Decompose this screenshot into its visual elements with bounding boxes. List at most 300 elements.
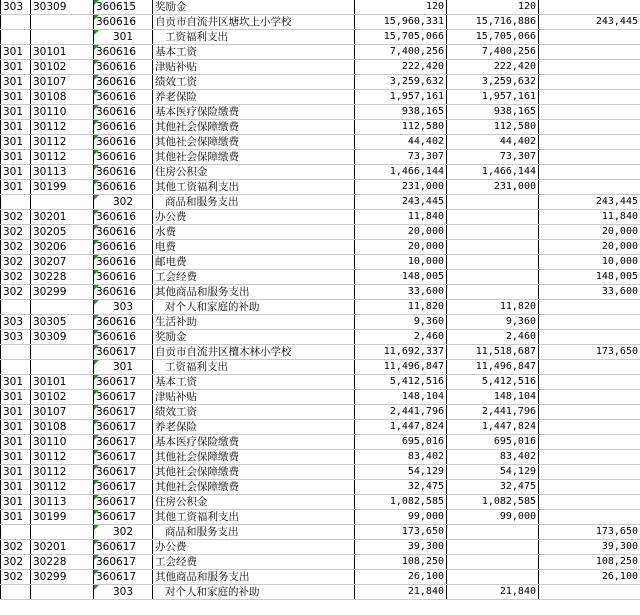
total-amount-cell[interactable]: 231,000 — [355, 180, 447, 195]
unit-code-cell[interactable]: 360616 — [94, 120, 153, 135]
basic-amount-cell[interactable] — [447, 210, 539, 225]
category-code-cell[interactable]: 301 — [1, 375, 31, 390]
item-code-cell[interactable] — [31, 195, 94, 210]
project-amount-cell[interactable] — [539, 300, 640, 315]
description-cell[interactable]: 对个人和家庭的补助 — [153, 300, 355, 315]
item-code-cell[interactable]: 30112 — [31, 135, 94, 150]
category-code-cell[interactable]: 301 — [1, 60, 31, 75]
unit-code-cell[interactable]: 360617 — [94, 540, 153, 555]
description-cell[interactable]: 基本工资 — [153, 45, 355, 60]
project-amount-cell[interactable] — [539, 30, 640, 45]
unit-code-cell[interactable]: 360616 — [94, 180, 153, 195]
total-amount-cell[interactable]: 9,360 — [355, 315, 447, 330]
unit-code-cell[interactable]: 360616 — [94, 135, 153, 150]
item-code-cell[interactable]: 30113 — [31, 165, 94, 180]
item-code-cell[interactable] — [31, 30, 94, 45]
description-cell[interactable]: 工会经费 — [153, 555, 355, 570]
description-cell[interactable]: 工会经费 — [153, 270, 355, 285]
project-amount-cell[interactable]: 173,650 — [539, 525, 640, 540]
description-cell[interactable]: 养老保险 — [153, 420, 355, 435]
basic-amount-cell[interactable]: 120 — [447, 0, 539, 15]
unit-code-cell[interactable]: 360617 — [94, 450, 153, 465]
category-code-cell[interactable]: 302 — [1, 540, 31, 555]
total-amount-cell[interactable]: 11,820 — [355, 300, 447, 315]
project-amount-cell[interactable] — [539, 390, 640, 405]
table-row — [1, 180, 640, 195]
item-code-cell[interactable]: 30108 — [31, 420, 94, 435]
basic-amount-cell[interactable]: 11,820 — [447, 300, 539, 315]
basic-amount-cell[interactable]: 222,420 — [447, 60, 539, 75]
description-cell[interactable]: 自贡市自流井区塘坎上小学校 — [153, 15, 355, 30]
item-code-cell[interactable]: 30101 — [31, 45, 94, 60]
item-code-cell[interactable]: 30108 — [31, 90, 94, 105]
category-code-cell[interactable]: 301 — [1, 120, 31, 135]
item-code-cell[interactable]: 30299 — [31, 570, 94, 585]
description-cell[interactable]: 绩效工资 — [153, 75, 355, 90]
description-cell[interactable]: 工资福利支出 — [153, 360, 355, 375]
unit-code-cell[interactable]: 360615 — [94, 0, 153, 15]
total-amount-cell[interactable]: 1,466,144 — [355, 165, 447, 180]
basic-amount-cell[interactable]: 15,705,066 — [447, 30, 539, 45]
category-code-cell[interactable] — [1, 300, 31, 315]
unit-code-cell[interactable]: 360617 — [94, 390, 153, 405]
total-amount-cell[interactable]: 26,100 — [355, 570, 447, 585]
basic-amount-cell[interactable] — [447, 195, 539, 210]
project-amount-cell[interactable] — [539, 450, 640, 465]
description-cell[interactable]: 其他社会保障缴费 — [153, 450, 355, 465]
basic-amount-cell[interactable]: 5,412,516 — [447, 375, 539, 390]
unit-code-cell[interactable]: 360616 — [94, 60, 153, 75]
item-code-cell[interactable] — [31, 300, 94, 315]
description-cell[interactable]: 奖励金 — [153, 0, 355, 15]
basic-amount-cell[interactable]: 231,000 — [447, 180, 539, 195]
project-amount-cell[interactable]: 39,300 — [539, 540, 640, 555]
category-code-cell[interactable]: 301 — [1, 165, 31, 180]
total-amount-cell[interactable]: 108,250 — [355, 555, 447, 570]
description-cell[interactable]: 其他工资福利支出 — [153, 510, 355, 525]
item-code-cell[interactable]: 30205 — [31, 225, 94, 240]
category-code-cell[interactable]: 301 — [1, 465, 31, 480]
item-code-cell[interactable]: 30309 — [31, 0, 94, 15]
unit-code-cell[interactable]: 360617 — [94, 435, 153, 450]
table-row — [1, 465, 640, 480]
unit-code-cell[interactable]: 360616 — [94, 75, 153, 90]
item-code-cell[interactable]: 30305 — [31, 315, 94, 330]
total-amount-cell[interactable]: 1,082,585 — [355, 495, 447, 510]
description-cell[interactable]: 对个人和家庭的补助 — [153, 585, 355, 600]
unit-code-cell[interactable]: 360616 — [94, 150, 153, 165]
category-code-cell[interactable]: 301 — [1, 90, 31, 105]
unit-code-cell[interactable]: 360616 — [94, 225, 153, 240]
table-row — [1, 345, 640, 360]
category-code-cell[interactable]: 303 — [1, 315, 31, 330]
unit-code-cell[interactable]: 360616 — [94, 330, 153, 345]
basic-amount-cell[interactable] — [447, 570, 539, 585]
project-amount-cell[interactable]: 243,445 — [539, 15, 640, 30]
total-amount-cell[interactable]: 5,412,516 — [355, 375, 447, 390]
basic-amount-cell[interactable]: 1,957,161 — [447, 90, 539, 105]
project-amount-cell[interactable] — [539, 465, 640, 480]
unit-code-cell[interactable]: 360616 — [94, 315, 153, 330]
basic-amount-cell[interactable] — [447, 555, 539, 570]
total-amount-cell[interactable]: 11,840 — [355, 210, 447, 225]
project-amount-cell[interactable] — [539, 105, 640, 120]
project-amount-cell[interactable] — [539, 510, 640, 525]
table-row — [1, 585, 640, 600]
description-cell[interactable]: 水费 — [153, 225, 355, 240]
basic-amount-cell[interactable] — [447, 225, 539, 240]
item-code-cell[interactable]: 30201 — [31, 540, 94, 555]
description-cell[interactable]: 其他社会保障缴费 — [153, 120, 355, 135]
item-code-cell[interactable]: 30107 — [31, 405, 94, 420]
category-code-cell[interactable] — [1, 360, 31, 375]
table-row — [1, 420, 640, 435]
unit-code-cell[interactable]: 360616 — [94, 210, 153, 225]
item-code-cell[interactable]: 30112 — [31, 120, 94, 135]
project-amount-cell[interactable]: 173,650 — [539, 345, 640, 360]
total-amount-cell[interactable]: 20,000 — [355, 225, 447, 240]
basic-amount-cell[interactable] — [447, 255, 539, 270]
total-amount-cell[interactable]: 112,580 — [355, 120, 447, 135]
unit-code-cell[interactable]: 301 — [94, 30, 153, 45]
item-code-cell[interactable]: 30206 — [31, 240, 94, 255]
category-code-cell[interactable]: 302 — [1, 255, 31, 270]
basic-amount-cell[interactable]: 15,716,886 — [447, 15, 539, 30]
category-code-cell[interactable]: 301 — [1, 435, 31, 450]
basic-amount-cell[interactable] — [447, 270, 539, 285]
total-amount-cell[interactable]: 120 — [355, 0, 447, 15]
table-row — [1, 510, 640, 525]
item-code-cell[interactable]: 30112 — [31, 465, 94, 480]
project-amount-cell[interactable] — [539, 495, 640, 510]
total-amount-cell[interactable]: 33,600 — [355, 285, 447, 300]
description-cell[interactable]: 自贡市自流井区檀木林小学校 — [153, 345, 355, 360]
item-code-cell[interactable] — [31, 360, 94, 375]
total-amount-cell[interactable]: 173,650 — [355, 525, 447, 540]
project-amount-cell[interactable] — [539, 375, 640, 390]
category-code-cell[interactable]: 303 — [1, 0, 31, 15]
category-code-cell[interactable]: 301 — [1, 495, 31, 510]
item-code-cell[interactable]: 30199 — [31, 180, 94, 195]
sheet-body — [1, 0, 640, 600]
total-amount-cell[interactable]: 44,402 — [355, 135, 447, 150]
table-row — [1, 15, 640, 30]
project-amount-cell[interactable]: 243,445 — [539, 195, 640, 210]
total-amount-cell[interactable]: 1,447,824 — [355, 420, 447, 435]
category-code-cell[interactable]: 301 — [1, 510, 31, 525]
category-code-cell[interactable] — [1, 30, 31, 45]
basic-amount-cell[interactable]: 21,840 — [447, 585, 539, 600]
category-code-cell[interactable]: 302 — [1, 225, 31, 240]
description-cell[interactable]: 养老保险 — [153, 90, 355, 105]
item-code-cell[interactable]: 30110 — [31, 105, 94, 120]
category-code-cell[interactable]: 301 — [1, 45, 31, 60]
project-amount-cell[interactable] — [539, 135, 640, 150]
item-code-cell[interactable]: 30199 — [31, 510, 94, 525]
category-code-cell[interactable]: 301 — [1, 135, 31, 150]
project-amount-cell[interactable] — [539, 60, 640, 75]
total-amount-cell[interactable]: 15,960,331 — [355, 15, 447, 30]
item-code-cell[interactable] — [31, 525, 94, 540]
total-amount-cell[interactable]: 10,000 — [355, 255, 447, 270]
project-amount-cell[interactable] — [539, 165, 640, 180]
item-code-cell[interactable]: 30309 — [31, 330, 94, 345]
total-amount-cell[interactable]: 99,000 — [355, 510, 447, 525]
unit-code-cell[interactable]: 360616 — [94, 240, 153, 255]
basic-amount-cell[interactable]: 9,360 — [447, 315, 539, 330]
unit-code-cell[interactable]: 360616 — [94, 165, 153, 180]
description-cell[interactable]: 办公费 — [153, 540, 355, 555]
basic-amount-cell[interactable]: 32,475 — [447, 480, 539, 495]
description-cell[interactable]: 电费 — [153, 240, 355, 255]
description-cell[interactable]: 其他工资福利支出 — [153, 180, 355, 195]
description-cell[interactable]: 其他商品和服务支出 — [153, 285, 355, 300]
project-amount-cell[interactable] — [539, 360, 640, 375]
category-code-cell[interactable] — [1, 525, 31, 540]
basic-amount-cell[interactable]: 7,400,256 — [447, 45, 539, 60]
description-cell[interactable]: 基本医疗保险缴费 — [153, 105, 355, 120]
description-cell[interactable]: 奖励金 — [153, 330, 355, 345]
basic-amount-cell[interactable] — [447, 525, 539, 540]
basic-amount-cell[interactable]: 148,104 — [447, 390, 539, 405]
basic-amount-cell[interactable]: 99,000 — [447, 510, 539, 525]
project-amount-cell[interactable] — [539, 480, 640, 495]
item-code-cell[interactable]: 30107 — [31, 75, 94, 90]
category-code-cell[interactable]: 301 — [1, 150, 31, 165]
description-cell[interactable]: 其他社会保障缴费 — [153, 135, 355, 150]
unit-code-cell[interactable]: 303 — [94, 300, 153, 315]
total-amount-cell[interactable]: 73,307 — [355, 150, 447, 165]
description-cell[interactable]: 住房公积金 — [153, 165, 355, 180]
unit-code-cell[interactable]: 360616 — [94, 105, 153, 120]
category-code-cell[interactable]: 302 — [1, 285, 31, 300]
basic-amount-cell[interactable]: 11,518,687 — [447, 345, 539, 360]
category-code-cell[interactable]: 301 — [1, 405, 31, 420]
project-amount-cell[interactable]: 26,100 — [539, 570, 640, 585]
unit-code-cell[interactable]: 360617 — [94, 495, 153, 510]
description-cell[interactable]: 商品和服务支出 — [153, 195, 355, 210]
total-amount-cell[interactable]: 11,496,847 — [355, 360, 447, 375]
basic-amount-cell[interactable]: 1,466,144 — [447, 165, 539, 180]
description-cell[interactable]: 办公费 — [153, 210, 355, 225]
table-row — [1, 270, 640, 285]
total-amount-cell[interactable]: 243,445 — [355, 195, 447, 210]
description-cell[interactable]: 其他社会保障缴费 — [153, 465, 355, 480]
total-amount-cell[interactable]: 20,000 — [355, 240, 447, 255]
item-code-cell[interactable]: 30299 — [31, 285, 94, 300]
category-code-cell[interactable]: 301 — [1, 105, 31, 120]
total-amount-cell[interactable]: 54,129 — [355, 465, 447, 480]
unit-code-cell[interactable]: 360616 — [94, 270, 153, 285]
category-code-cell[interactable]: 301 — [1, 180, 31, 195]
category-code-cell[interactable]: 302 — [1, 210, 31, 225]
item-code-cell[interactable]: 30102 — [31, 390, 94, 405]
project-amount-cell[interactable]: 10,000 — [539, 255, 640, 270]
unit-code-cell[interactable]: 302 — [94, 525, 153, 540]
project-amount-cell[interactable] — [539, 90, 640, 105]
basic-amount-cell[interactable]: 73,307 — [447, 150, 539, 165]
description-cell[interactable]: 邮电费 — [153, 255, 355, 270]
category-code-cell[interactable]: 301 — [1, 420, 31, 435]
description-cell[interactable]: 基本工资 — [153, 375, 355, 390]
total-amount-cell[interactable]: 11,692,337 — [355, 345, 447, 360]
basic-amount-cell[interactable]: 1,447,824 — [447, 420, 539, 435]
table-row — [1, 210, 640, 225]
unit-code-cell[interactable]: 360617 — [94, 405, 153, 420]
table-row — [1, 285, 640, 300]
basic-amount-cell[interactable]: 2,460 — [447, 330, 539, 345]
item-code-cell[interactable]: 30112 — [31, 450, 94, 465]
project-amount-cell[interactable] — [539, 45, 640, 60]
unit-code-cell[interactable]: 301 — [94, 360, 153, 375]
project-amount-cell[interactable]: 148,005 — [539, 270, 640, 285]
item-code-cell[interactable] — [31, 585, 94, 600]
table-row — [1, 330, 640, 345]
unit-code-cell[interactable]: 302 — [94, 195, 153, 210]
category-code-cell[interactable] — [1, 195, 31, 210]
unit-code-cell[interactable]: 360617 — [94, 570, 153, 585]
item-code-cell[interactable]: 30113 — [31, 495, 94, 510]
description-cell[interactable]: 其他社会保障缴费 — [153, 150, 355, 165]
project-amount-cell[interactable] — [539, 0, 640, 15]
total-amount-cell[interactable]: 21,840 — [355, 585, 447, 600]
basic-amount-cell[interactable]: 54,129 — [447, 465, 539, 480]
basic-amount-cell[interactable]: 3,259,632 — [447, 75, 539, 90]
total-amount-cell[interactable]: 2,441,796 — [355, 405, 447, 420]
description-cell[interactable]: 绩效工资 — [153, 405, 355, 420]
project-amount-cell[interactable] — [539, 75, 640, 90]
total-amount-cell[interactable]: 32,475 — [355, 480, 447, 495]
description-cell[interactable]: 其他社会保障缴费 — [153, 480, 355, 495]
total-amount-cell[interactable]: 1,957,161 — [355, 90, 447, 105]
table-row — [1, 90, 640, 105]
item-code-cell[interactable]: 30201 — [31, 210, 94, 225]
category-code-cell[interactable]: 301 — [1, 450, 31, 465]
unit-code-cell[interactable]: 360616 — [94, 90, 153, 105]
description-cell[interactable]: 津贴补贴 — [153, 60, 355, 75]
item-code-cell[interactable]: 30112 — [31, 150, 94, 165]
unit-code-cell[interactable]: 360617 — [94, 480, 153, 495]
project-amount-cell[interactable] — [539, 585, 640, 600]
unit-code-cell[interactable]: 360616 — [94, 285, 153, 300]
unit-code-cell[interactable]: 360616 — [94, 255, 153, 270]
unit-code-cell[interactable]: 360617 — [94, 375, 153, 390]
project-amount-cell[interactable] — [539, 435, 640, 450]
table-row — [1, 375, 640, 390]
category-code-cell[interactable]: 302 — [1, 555, 31, 570]
item-code-cell[interactable]: 30101 — [31, 375, 94, 390]
table-row — [1, 240, 640, 255]
total-amount-cell[interactable]: 83,402 — [355, 450, 447, 465]
description-cell[interactable]: 商品和服务支出 — [153, 525, 355, 540]
item-code-cell[interactable]: 30207 — [31, 255, 94, 270]
category-code-cell[interactable]: 302 — [1, 270, 31, 285]
basic-amount-cell[interactable]: 44,402 — [447, 135, 539, 150]
item-code-cell[interactable] — [31, 15, 94, 30]
table-row — [1, 360, 640, 375]
table-row — [1, 45, 640, 60]
basic-amount-cell[interactable]: 938,165 — [447, 105, 539, 120]
unit-code-cell[interactable]: 360617 — [94, 420, 153, 435]
project-amount-cell[interactable]: 11,840 — [539, 210, 640, 225]
category-code-cell[interactable] — [1, 15, 31, 30]
project-amount-cell[interactable] — [539, 150, 640, 165]
description-cell[interactable]: 住房公积金 — [153, 495, 355, 510]
table-row — [1, 225, 640, 240]
description-cell[interactable]: 生活补助 — [153, 315, 355, 330]
category-code-cell[interactable]: 301 — [1, 75, 31, 90]
description-cell[interactable]: 津贴补贴 — [153, 390, 355, 405]
project-amount-cell[interactable] — [539, 315, 640, 330]
project-amount-cell[interactable] — [539, 405, 640, 420]
unit-code-cell[interactable]: 360616 — [94, 45, 153, 60]
item-code-cell[interactable]: 30228 — [31, 270, 94, 285]
category-code-cell[interactable]: 302 — [1, 240, 31, 255]
total-amount-cell[interactable]: 15,705,066 — [355, 30, 447, 45]
project-amount-cell[interactable] — [539, 420, 640, 435]
item-code-cell[interactable]: 30110 — [31, 435, 94, 450]
basic-amount-cell[interactable]: 2,441,796 — [447, 405, 539, 420]
description-cell[interactable]: 基本医疗保险缴费 — [153, 435, 355, 450]
project-amount-cell[interactable]: 20,000 — [539, 240, 640, 255]
category-code-cell[interactable] — [1, 585, 31, 600]
total-amount-cell[interactable]: 2,460 — [355, 330, 447, 345]
total-amount-cell[interactable]: 148,104 — [355, 390, 447, 405]
total-amount-cell[interactable]: 3,259,632 — [355, 75, 447, 90]
description-cell[interactable]: 工资福利支出 — [153, 30, 355, 45]
basic-amount-cell[interactable]: 112,580 — [447, 120, 539, 135]
basic-amount-cell[interactable]: 1,082,585 — [447, 495, 539, 510]
project-amount-cell[interactable]: 33,600 — [539, 285, 640, 300]
item-code-cell[interactable]: 30112 — [31, 480, 94, 495]
total-amount-cell[interactable]: 938,165 — [355, 105, 447, 120]
basic-amount-cell[interactable]: 11,496,847 — [447, 360, 539, 375]
project-amount-cell[interactable]: 20,000 — [539, 225, 640, 240]
total-amount-cell[interactable]: 222,420 — [355, 60, 447, 75]
category-code-cell[interactable]: 302 — [1, 570, 31, 585]
unit-code-cell[interactable]: 303 — [94, 585, 153, 600]
unit-code-cell[interactable]: 360617 — [94, 465, 153, 480]
unit-code-cell[interactable]: 360617 — [94, 555, 153, 570]
item-code-cell[interactable]: 30102 — [31, 60, 94, 75]
category-code-cell[interactable]: 301 — [1, 390, 31, 405]
total-amount-cell[interactable]: 7,400,256 — [355, 45, 447, 60]
basic-amount-cell[interactable] — [447, 240, 539, 255]
basic-amount-cell[interactable]: 695,016 — [447, 435, 539, 450]
category-code-cell[interactable]: 301 — [1, 480, 31, 495]
total-amount-cell[interactable]: 695,016 — [355, 435, 447, 450]
table-row — [1, 315, 640, 330]
project-amount-cell[interactable]: 108,250 — [539, 555, 640, 570]
unit-code-cell[interactable]: 360617 — [94, 510, 153, 525]
item-code-cell[interactable] — [31, 345, 94, 360]
project-amount-cell[interactable] — [539, 120, 640, 135]
basic-amount-cell[interactable] — [447, 540, 539, 555]
category-code-cell[interactable] — [1, 345, 31, 360]
category-code-cell[interactable]: 303 — [1, 330, 31, 345]
project-amount-cell[interactable] — [539, 180, 640, 195]
unit-code-cell[interactable]: 360616 — [94, 15, 153, 30]
project-amount-cell[interactable] — [539, 330, 640, 345]
total-amount-cell[interactable]: 39,300 — [355, 540, 447, 555]
table-row — [1, 405, 640, 420]
basic-amount-cell[interactable]: 83,402 — [447, 450, 539, 465]
basic-amount-cell[interactable] — [447, 285, 539, 300]
unit-code-cell[interactable]: 360617 — [94, 345, 153, 360]
total-amount-cell[interactable]: 148,005 — [355, 270, 447, 285]
description-cell[interactable]: 其他商品和服务支出 — [153, 570, 355, 585]
item-code-cell[interactable]: 30228 — [31, 555, 94, 570]
